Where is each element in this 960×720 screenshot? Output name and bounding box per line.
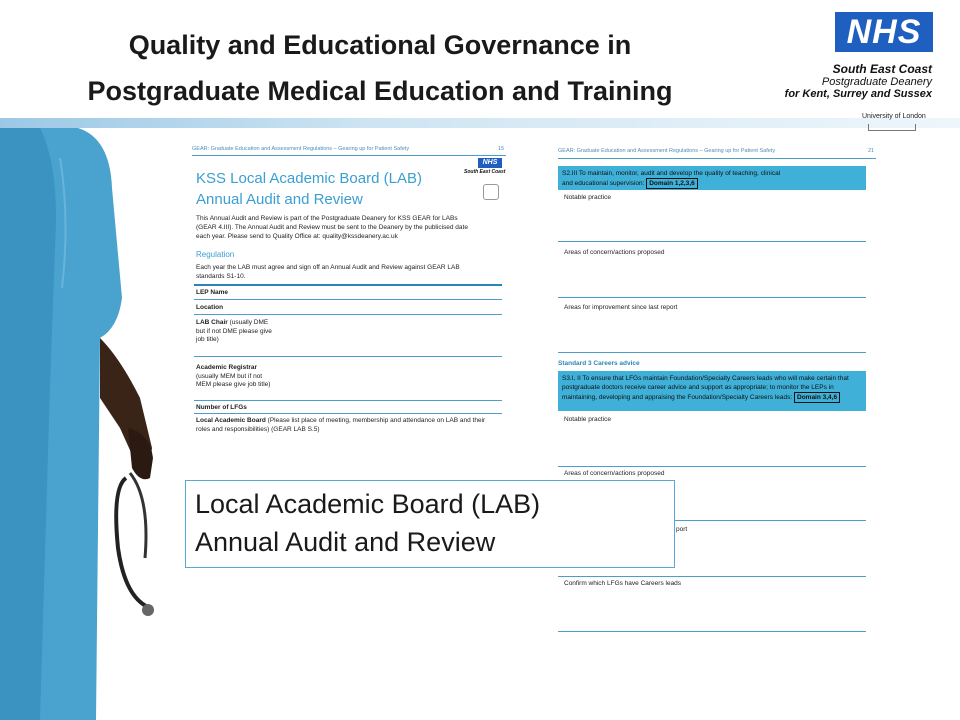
table-rule	[194, 299, 502, 300]
label-areas-for-improvement: Areas for improvement since last report	[564, 304, 678, 311]
org-name: Postgraduate Deanery	[821, 76, 932, 88]
org-area: for Kent, Surrey and Sussex	[784, 88, 932, 100]
field-lep-name: LEP Name	[196, 289, 229, 296]
standard-box-s2	[558, 166, 866, 190]
running-header-right: GEAR: Graduate Education and Assessment Regulations – Gearing up for Patient Safety	[558, 148, 776, 154]
field-number-of-lfgs: Number of LFGs	[196, 404, 247, 411]
title-line-1: Quality and Educational Governance in	[128, 30, 632, 60]
header-rule	[192, 155, 506, 156]
caption-overlay	[185, 480, 675, 568]
university-logo-mark	[868, 124, 916, 131]
table-rule	[194, 314, 502, 315]
label-confirm-careers: Confirm which LFGs have Careers leads	[564, 580, 682, 587]
section-rule	[558, 241, 866, 242]
header-gradient-band	[0, 118, 960, 128]
standard-box-text: S2.III To maintain, monitor, audit and develop the quality of teaching, clinical and educational supervision: Domain 1,2,3,6	[562, 170, 781, 187]
label-areas-of-concern: Areas of concern/actions proposed	[564, 249, 665, 256]
standard-box-text: S3.I, II To ensure that LFGs maintain Foundation/Specialty Careers leads who will make certain that postgraduate doctors receive career advice and support as appropriate; to monitor the LEPs in maintaining, developing and appraising the Foundation/Specialty Careers leads: Domain 3,4,6	[562, 375, 849, 401]
field-local-academic-board: Local Academic Board (Please list place of meeting, membership and attendance on LAB and their roles and responsibilities) (GEAR LAB S.5)	[196, 417, 486, 433]
doctor-figure-image	[0, 128, 160, 720]
field-academic-registrar: Academic Registrar (usually MEM but if not MEM please give job title)	[196, 364, 271, 388]
lab-document-title	[196, 168, 422, 210]
field-location: Location	[196, 304, 224, 311]
section-rule	[558, 466, 866, 467]
page-number-left: 15	[498, 146, 505, 152]
overlay-line-2: Annual Audit and Review	[195, 527, 496, 557]
small-nhs-logo: NHS	[478, 158, 502, 168]
deanery-text	[785, 62, 932, 100]
title-line-2: Postgraduate Medical Education and Training	[87, 76, 673, 106]
table-rule	[194, 400, 502, 401]
intro-paragraph: This Annual Audit and Review is part of the Postgraduate Deanery for KSS GEAR for LABs (GEAR 4.III). The Annual Audit and Review must be sent to the Deanery by the publicised date each year. Please send to Quality Office at: quality@kssdeanery.ac.uk	[196, 215, 468, 240]
table-rule	[194, 284, 502, 286]
regulation-text: Each year the LAB must agree and sign off an Annual Audit and Review against GEAR LAB standards S1-10.	[196, 264, 460, 280]
label-areas-of-concern-2: Areas of concern/actions proposed	[564, 470, 665, 477]
lab-title-line-1: KSS Local Academic Board (LAB)	[196, 170, 422, 187]
lab-title-line-2: Annual Audit and Review	[196, 191, 363, 208]
label-notable-practice: Notable practice	[564, 194, 611, 201]
crest-icon	[483, 184, 499, 200]
slide-title	[20, 22, 740, 114]
table-rule	[194, 413, 502, 414]
running-header-left: GEAR: Graduate Education and Assessment Regulations – Gearing up for Patient Safety	[192, 146, 410, 152]
document-page-left	[188, 142, 508, 434]
regulation-heading: Regulation	[196, 250, 235, 259]
small-logo-caption: South East Coast	[464, 169, 506, 175]
overlay-line-1: Local Academic Board (LAB)	[195, 489, 541, 519]
standard-3-heading: Standard 3 Careers advice	[558, 360, 640, 367]
university-logo-text: University of London	[862, 113, 926, 120]
section-rule	[558, 576, 866, 577]
section-rule	[558, 352, 866, 353]
header-rule	[558, 158, 876, 159]
label-report-fragment: port	[676, 526, 688, 533]
field-lab-chair: LAB Chair (usually DME but if not DME please give job title)	[196, 319, 272, 343]
nhs-logo: NHS	[835, 12, 933, 52]
domain-tag: Domain 1,2,3,6	[646, 178, 698, 189]
label-notable-practice-2: Notable practice	[564, 416, 611, 423]
domain-tag: Domain 3,4,6	[794, 392, 840, 403]
slide-header	[0, 0, 960, 120]
standard-box-s3	[558, 371, 866, 411]
section-rule	[558, 297, 866, 298]
page-number-right: 21	[868, 148, 875, 154]
section-rule	[558, 631, 866, 632]
org-region: South East Coast	[832, 62, 932, 76]
table-rule	[194, 356, 502, 357]
